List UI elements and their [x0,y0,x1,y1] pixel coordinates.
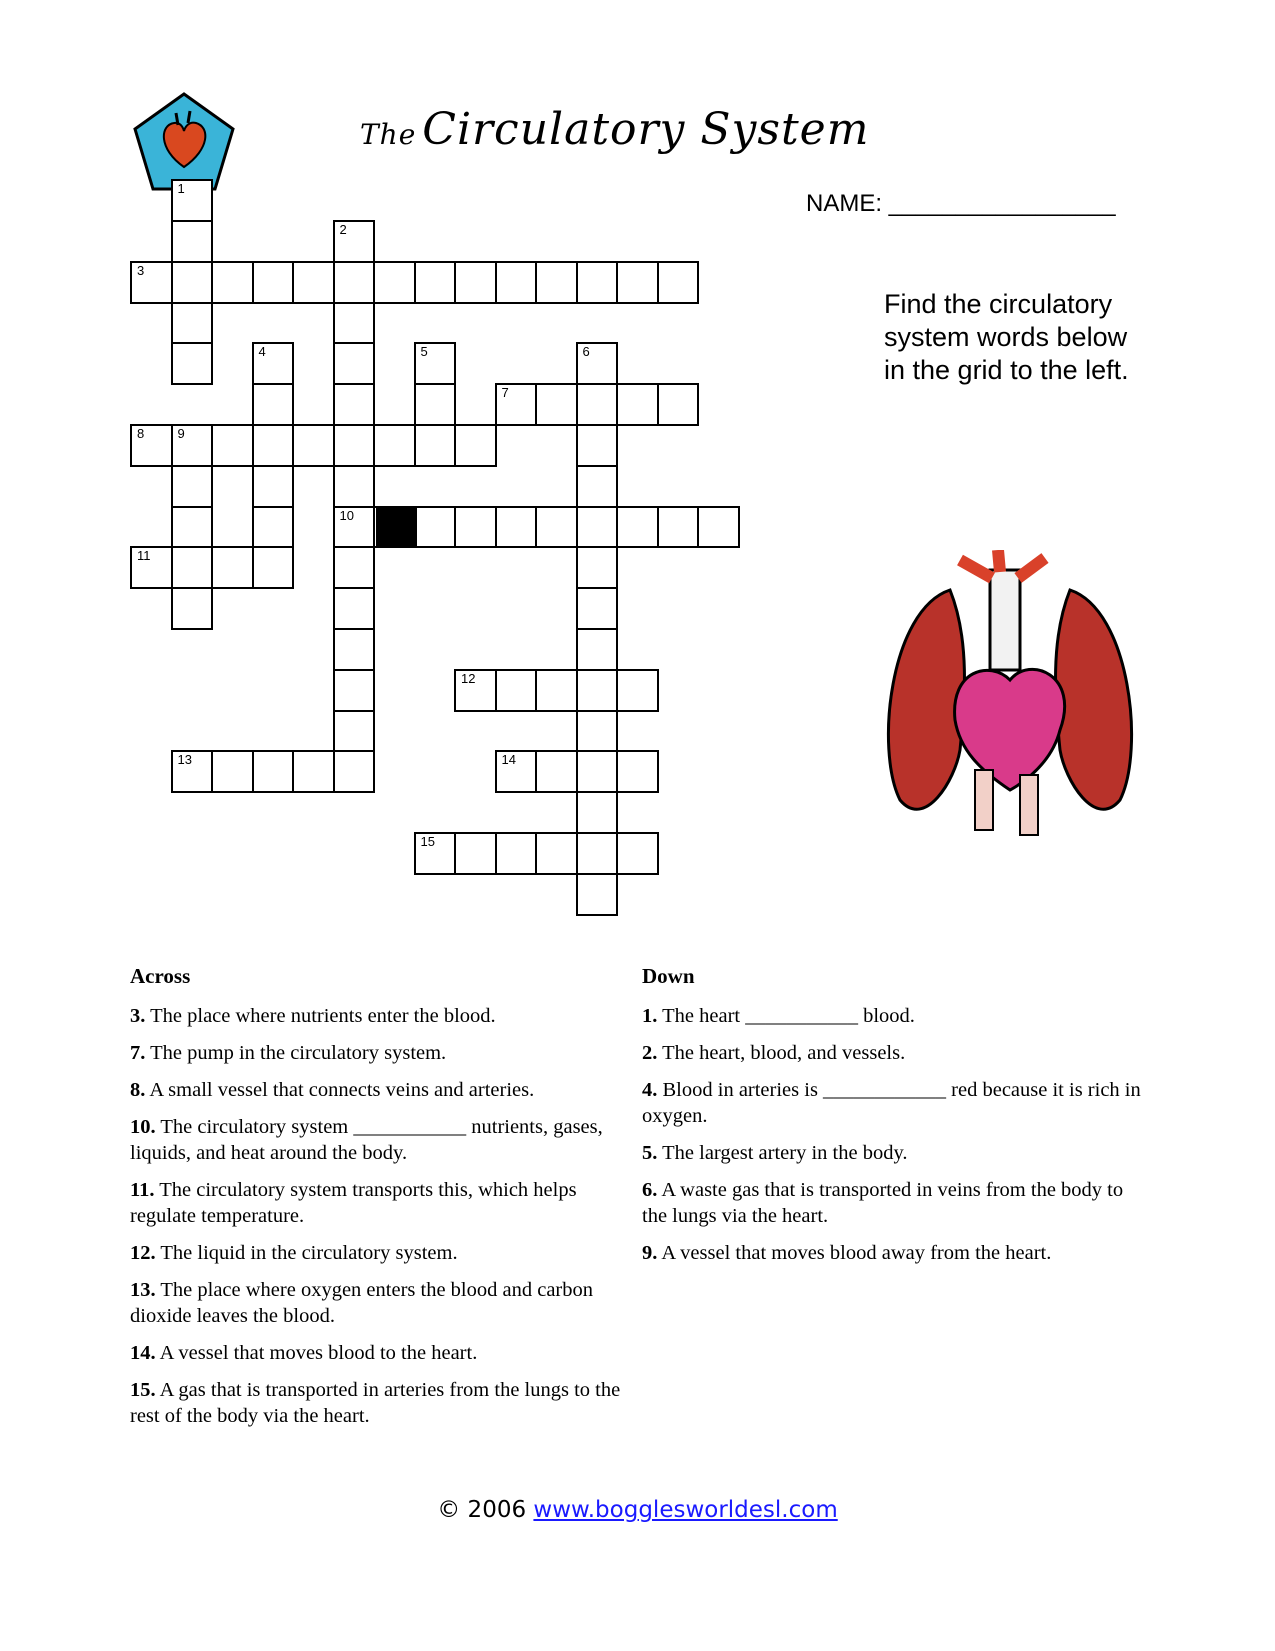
grid-cell[interactable] [252,506,295,549]
grid-cell[interactable] [130,546,173,589]
clue-number: 3 [137,262,145,278]
grid-cell[interactable] [171,587,214,630]
grid-cell[interactable] [333,506,376,549]
grid-cell[interactable] [211,424,254,467]
clue-number: 12. [130,1242,156,1264]
grid-cell[interactable] [252,465,295,508]
grid-cell[interactable] [576,710,619,753]
clue-item [130,1003,630,1029]
grid-cell[interactable] [171,750,214,793]
grid-cell[interactable] [211,750,254,793]
grid-cell[interactable] [576,546,619,589]
grid-cell[interactable] [697,506,740,549]
clue-number: 9 [177,426,185,441]
clue-item [130,1240,630,1266]
grid-cell[interactable] [576,424,619,467]
grid-cell[interactable] [171,302,214,345]
grid-cell[interactable] [576,873,619,916]
grid-cell[interactable] [252,424,295,467]
grid-cell[interactable] [414,506,457,549]
clue-number: 13 [177,752,192,768]
grid-cell[interactable] [211,546,254,589]
clue-number: 6. [642,1179,658,1201]
grid-cell[interactable] [333,220,376,263]
clue-number: 4 [258,344,266,360]
clue-item [642,1003,1142,1029]
clue-number: 7. [130,1042,146,1064]
clue-number: 9. [642,1242,658,1264]
grid-cell[interactable] [252,342,295,385]
grid-cell[interactable] [576,628,619,671]
grid-cell[interactable] [130,261,173,304]
clue-text: The heart ___________ blood. [662,1005,915,1027]
clue-text: The place where nutrients enter the blood. [150,1005,496,1027]
grid-cell[interactable] [171,506,214,549]
grid-cell[interactable] [576,465,619,508]
grid-cell[interactable] [535,261,578,304]
grid-cell[interactable] [454,506,497,549]
grid-cell[interactable] [171,546,214,589]
clue-item [642,1140,1142,1166]
grid-cell[interactable] [373,424,416,467]
clue-number: 10 [339,507,354,523]
grid-cell[interactable] [252,546,295,589]
grid-cell[interactable] [333,587,376,630]
grid-cell[interactable] [657,506,700,549]
grid-cell[interactable] [576,587,619,630]
grid-cell[interactable] [495,750,538,793]
grid-cell[interactable] [333,424,376,467]
grid-cell[interactable] [333,342,376,385]
clue-number: 11 [137,548,151,564]
clue-item [130,1277,630,1329]
grid-cell[interactable] [616,832,659,875]
clue-item [130,1340,630,1366]
grid-cell[interactable] [414,383,457,426]
clue-item [130,1377,630,1429]
grid-cell[interactable] [535,750,578,793]
grid-cell[interactable] [333,546,376,589]
grid-cell[interactable] [211,261,254,304]
clue-number: 2 [339,222,347,237]
clue-item [642,1040,1142,1066]
clue-text: The pump in the circulatory system. [150,1042,447,1064]
grid-cell[interactable] [535,383,578,426]
clue-number: 10. [130,1116,156,1138]
clue-item [130,1077,630,1103]
grid-cell[interactable] [495,669,538,712]
clue-number: 8 [137,426,145,441]
grid-cell[interactable] [333,628,376,671]
grid-cell[interactable] [454,669,497,712]
black-cell [376,507,417,548]
title-prefix: The [360,118,417,151]
clue-item [130,1040,630,1066]
grid-cell[interactable] [576,750,619,793]
grid-cell[interactable] [333,302,376,345]
clues-down [642,963,1142,1277]
grid-cell[interactable] [292,424,335,467]
clue-text: The heart, blood, and vessels. [662,1042,906,1064]
grid-cell[interactable] [535,506,578,549]
grid-cell[interactable] [576,342,619,385]
grid-cell[interactable] [495,832,538,875]
grid-cell[interactable] [657,261,700,304]
clue-text: The place where oxygen enters the blood and carbon dioxide leaves the blood. [130,1279,593,1327]
grid-cell[interactable] [616,261,659,304]
grid-cell[interactable] [373,261,416,304]
clue-text: A vessel that moves blood to the heart. [159,1342,478,1364]
grid-cell[interactable] [576,791,619,834]
clue-text: The largest artery in the body. [662,1142,908,1164]
clue-text: A gas that is transported in arteries from the lungs to the rest of the body via the heart. [130,1379,621,1427]
copyright-text: © 2006 [437,1497,527,1523]
grid-cell[interactable] [333,669,376,712]
grid-cell[interactable] [292,261,335,304]
grid-cell[interactable] [252,383,295,426]
clue-number: 3. [130,1005,146,1027]
clue-number: 11. [130,1179,155,1201]
grid-cell[interactable] [535,832,578,875]
grid-cell[interactable] [576,506,619,549]
clue-number: 15 [420,834,435,849]
grid-cell[interactable] [576,832,619,875]
clues-across [130,963,630,1440]
heart-lungs-illustration [880,550,1140,850]
clue-text: The liquid in the circulatory system. [160,1242,458,1264]
clue-number: 14 [501,752,516,768]
grid-cell[interactable] [616,669,659,712]
grid-cell[interactable] [333,465,376,508]
grid-cell[interactable] [576,261,619,304]
name-field[interactable]: NAME: _________________ [806,190,1116,217]
clue-item [642,1240,1142,1266]
grid-cell[interactable] [576,669,619,712]
clue-text: Blood in arteries is ____________ red because it is rich in oxygen. [642,1079,1141,1127]
grid-cell[interactable] [414,261,457,304]
grid-cell[interactable] [171,179,214,222]
clue-number: 7 [501,385,509,401]
clue-number: 2. [642,1042,658,1064]
clue-text: The circulatory system ___________ nutrients, gases, liquids, and heat around the body. [130,1116,603,1164]
grid-cell[interactable] [495,383,538,426]
grid-cell[interactable] [657,383,700,426]
clue-text: A vessel that moves blood away from the heart. [661,1242,1052,1264]
title-main: Circulatory System [422,104,870,155]
grid-cell[interactable] [333,383,376,426]
grid-cell[interactable] [171,424,214,467]
grid-cell[interactable] [414,342,457,385]
grid-cell[interactable] [495,506,538,549]
grid-cell[interactable] [171,220,214,263]
clue-number: 1. [642,1005,658,1027]
clue-number: 12 [461,670,476,686]
grid-cell[interactable] [171,261,214,304]
clue-item [642,1177,1142,1229]
grid-cell[interactable] [333,750,376,793]
grid-cell[interactable] [414,424,457,467]
grid-cell[interactable] [292,750,335,793]
clue-text: A small vessel that connects veins and arteries. [149,1079,535,1101]
grid-cell[interactable] [171,342,214,385]
clue-number: 5 [420,344,428,360]
grid-cell[interactable] [252,750,295,793]
website-link[interactable]: www.bogglesworldesl.com [533,1497,838,1523]
instructions-text: Find the circulatory system words below in the grid to the left. [884,289,1129,385]
clue-number: 8. [130,1079,146,1101]
grid-cell[interactable] [454,832,497,875]
grid-cell[interactable] [252,261,295,304]
clue-text: A waste gas that is transported in veins from the body to the lungs via the heart. [642,1179,1124,1227]
grid-cell[interactable] [454,424,497,467]
grid-cell[interactable] [414,832,457,875]
grid-cell[interactable] [333,710,376,753]
grid-cell[interactable] [616,750,659,793]
clue-text: The circulatory system transports this, which helps regulate temperature. [130,1179,577,1227]
grid-cell[interactable] [616,506,659,549]
clue-number: 6 [582,344,590,360]
grid-cell[interactable] [130,424,173,467]
grid-cell[interactable] [495,261,538,304]
clue-number: 1 [177,181,185,197]
grid-cell[interactable] [171,465,214,508]
clue-item [130,1177,630,1229]
grid-cell[interactable] [616,383,659,426]
clue-item [642,1077,1142,1129]
clue-item [130,1114,630,1166]
clue-number: 5. [642,1142,658,1164]
across-heading: Across [130,964,191,988]
footer [0,1497,1275,1523]
grid-cell[interactable] [333,261,376,304]
clue-number: 14. [130,1342,156,1364]
down-heading: Down [642,964,695,988]
grid-cell[interactable] [576,383,619,426]
clue-number: 15. [130,1379,156,1401]
grid-cell[interactable] [535,669,578,712]
grid-cell[interactable] [454,261,497,304]
clue-number: 4. [642,1079,658,1101]
clue-number: 13. [130,1279,156,1301]
